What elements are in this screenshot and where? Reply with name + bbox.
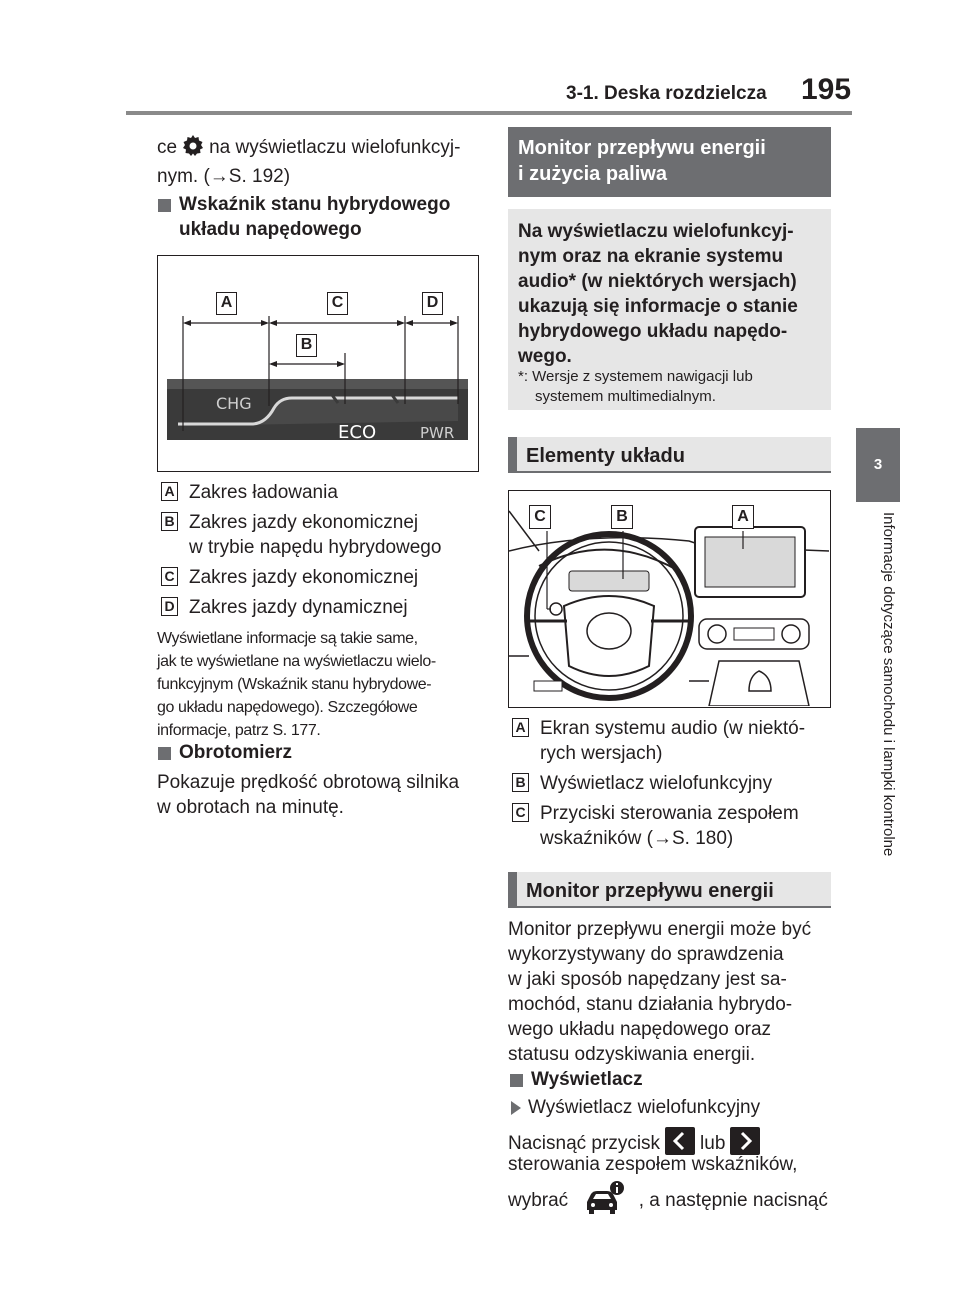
info-line-5: hybrydowego układu napędo- — [518, 321, 788, 342]
intro-line-2: nym. (→S. 192) — [157, 166, 291, 187]
info-line-6: wego. — [518, 346, 572, 367]
legend-key-b: B — [161, 512, 178, 531]
legend-key-c: C — [161, 567, 178, 586]
monitor-line-1: Monitor przepływu energii może być — [508, 919, 812, 940]
gauge-text-pwr: PWR — [420, 424, 455, 442]
intro-post: na wyświetlaczu wielofunkcyj- — [209, 137, 461, 158]
intro-line-1 — [157, 134, 460, 160]
legend-key-d: D — [161, 597, 178, 616]
multi-info-display — [569, 571, 649, 591]
cockpit-figure — [508, 490, 831, 708]
info-line-4: ukazują się informacje o stanie — [518, 296, 798, 317]
footnote-line-1: *: Wersje z systemem nawigacji lub — [518, 368, 753, 385]
press-mid: lub — [700, 1133, 726, 1154]
element-text-c2: wskaźników (→S. 180) — [540, 828, 734, 849]
square-bullet-icon — [158, 747, 171, 760]
info-line-2: nym oraz na ekranie systemu — [518, 246, 784, 267]
chapter-title: Informacje dotyczące samochodu i lampki kontrolne — [880, 512, 897, 857]
monitor-line-3: w jaki sposób napędzany jest sa- — [508, 969, 787, 990]
cockpit-label-a: A — [732, 505, 754, 529]
heading-display: Wyświetlacz — [531, 1069, 643, 1090]
select-pre: wybrać — [508, 1190, 569, 1211]
hybrid-indicator-figure — [157, 255, 479, 472]
legend-key-a: A — [161, 482, 178, 501]
main-title-line-2: i zużycia paliwa — [518, 163, 667, 185]
gauge-text-chg: CHG — [216, 394, 252, 413]
square-bullet-icon — [510, 1074, 523, 1087]
legend-text-b1: Zakres jazdy ekonomicznej — [189, 512, 419, 533]
press-pre: Nacisnąć przycisk — [508, 1133, 661, 1154]
select-line — [508, 1180, 828, 1216]
monitor-line-6: statusu odzyskiwania energii. — [508, 1044, 756, 1065]
triangle-bullet-icon — [511, 1101, 521, 1115]
figure-label-a: A — [216, 292, 237, 315]
note-line-4: go układu napędowego). Szczegółowe — [157, 699, 418, 716]
info-panel — [508, 209, 831, 410]
legend-text-a: Zakres ładowania — [189, 482, 338, 503]
legend-text-c: Zakres jazdy ekonomicznej — [189, 567, 419, 588]
monitor-line-2: wykorzystywany do sprawdzenia — [508, 944, 784, 965]
info-line-3: audio* (w niektórych wersjach) — [518, 271, 797, 292]
heading-tachometer: Obrotomierz — [179, 742, 292, 763]
page-number: 195 — [801, 73, 852, 106]
legend-text-d: Zakres jazdy dynamicznej — [189, 597, 408, 618]
monitor-title-text: Monitor przepływu energii — [526, 880, 774, 902]
left-arrow-button-icon — [665, 1127, 695, 1155]
heading-hybrid-indicator-2: układu napędowego — [179, 219, 362, 240]
hybrid-indicator-illustration — [158, 256, 477, 470]
monitor-line-5: wego układu napędowego oraz — [508, 1019, 772, 1040]
note-line-5: informacje, patrz S. 177. — [157, 722, 321, 739]
info-line-1: Na wyświetlaczu wielofunkcyj- — [518, 221, 794, 242]
element-key-b: B — [512, 773, 529, 792]
header-rule — [126, 111, 852, 115]
element-text-a1: Ekran systemu audio (w niektó- — [540, 718, 806, 739]
tach-line-2: w obrotach na minutę. — [157, 797, 344, 818]
elements-section-title — [508, 437, 831, 473]
right-arrow-button-icon — [730, 1127, 760, 1155]
heading-hybrid-indicator-1: Wskaźnik stanu hybrydowego — [179, 194, 451, 215]
figure-label-c: C — [327, 292, 348, 315]
note-line-3: funkcyjnym (Wskaźnik stanu hybrydowe- — [157, 676, 432, 693]
intro-pre: ce — [157, 137, 178, 158]
main-title-line-1: Monitor przepływu energii — [518, 137, 766, 159]
cockpit-illustration — [509, 491, 829, 706]
square-bullet-icon — [158, 199, 171, 212]
sub-item-mfd: Wyświetlacz wielofunkcyjny — [528, 1097, 761, 1118]
monitor-section-title — [508, 872, 831, 908]
press-line-2: sterowania zespołem wskaźników, — [508, 1154, 798, 1175]
gauge-text-eco: ECO — [338, 422, 377, 443]
element-text-b: Wyświetlacz wielofunkcyjny — [540, 773, 773, 794]
elements-title-text: Elementy układu — [526, 445, 685, 467]
footnote-line-2: systemem multimedialnym. — [535, 388, 716, 405]
element-key-c: C — [512, 803, 529, 822]
cockpit-label-c: C — [529, 505, 551, 529]
tach-line-1: Pokazuje prędkość obrotową silnika — [157, 772, 460, 793]
figure-label-d: D — [422, 292, 443, 315]
cockpit-label-b: B — [611, 505, 633, 529]
note-line-2: jak te wyświetlane na wyświetlaczu wielo- — [157, 653, 436, 670]
monitor-line-4: mochód, stanu działania hybrydo- — [508, 994, 793, 1015]
legend-text-b2: w trybie napędu hybrydowego — [189, 537, 442, 558]
cluster-control-button — [550, 603, 562, 615]
main-section-title — [508, 127, 831, 197]
element-text-c1: Przyciski sterowania zespołem — [540, 803, 799, 824]
gear-icon — [181, 134, 205, 158]
chapter-tab: 3 — [856, 428, 900, 502]
figure-label-b: B — [296, 334, 317, 357]
select-post: , a następnie nacisnąć — [638, 1190, 828, 1211]
element-text-a2: rych wersjach) — [540, 743, 663, 764]
vehicle-info-icon — [581, 1180, 625, 1216]
section-title: 3-1. Deska rozdzielcza — [566, 83, 767, 104]
element-key-a: A — [512, 718, 529, 737]
note-line-1: Wyświetlane informacje są takie same, — [157, 630, 418, 647]
